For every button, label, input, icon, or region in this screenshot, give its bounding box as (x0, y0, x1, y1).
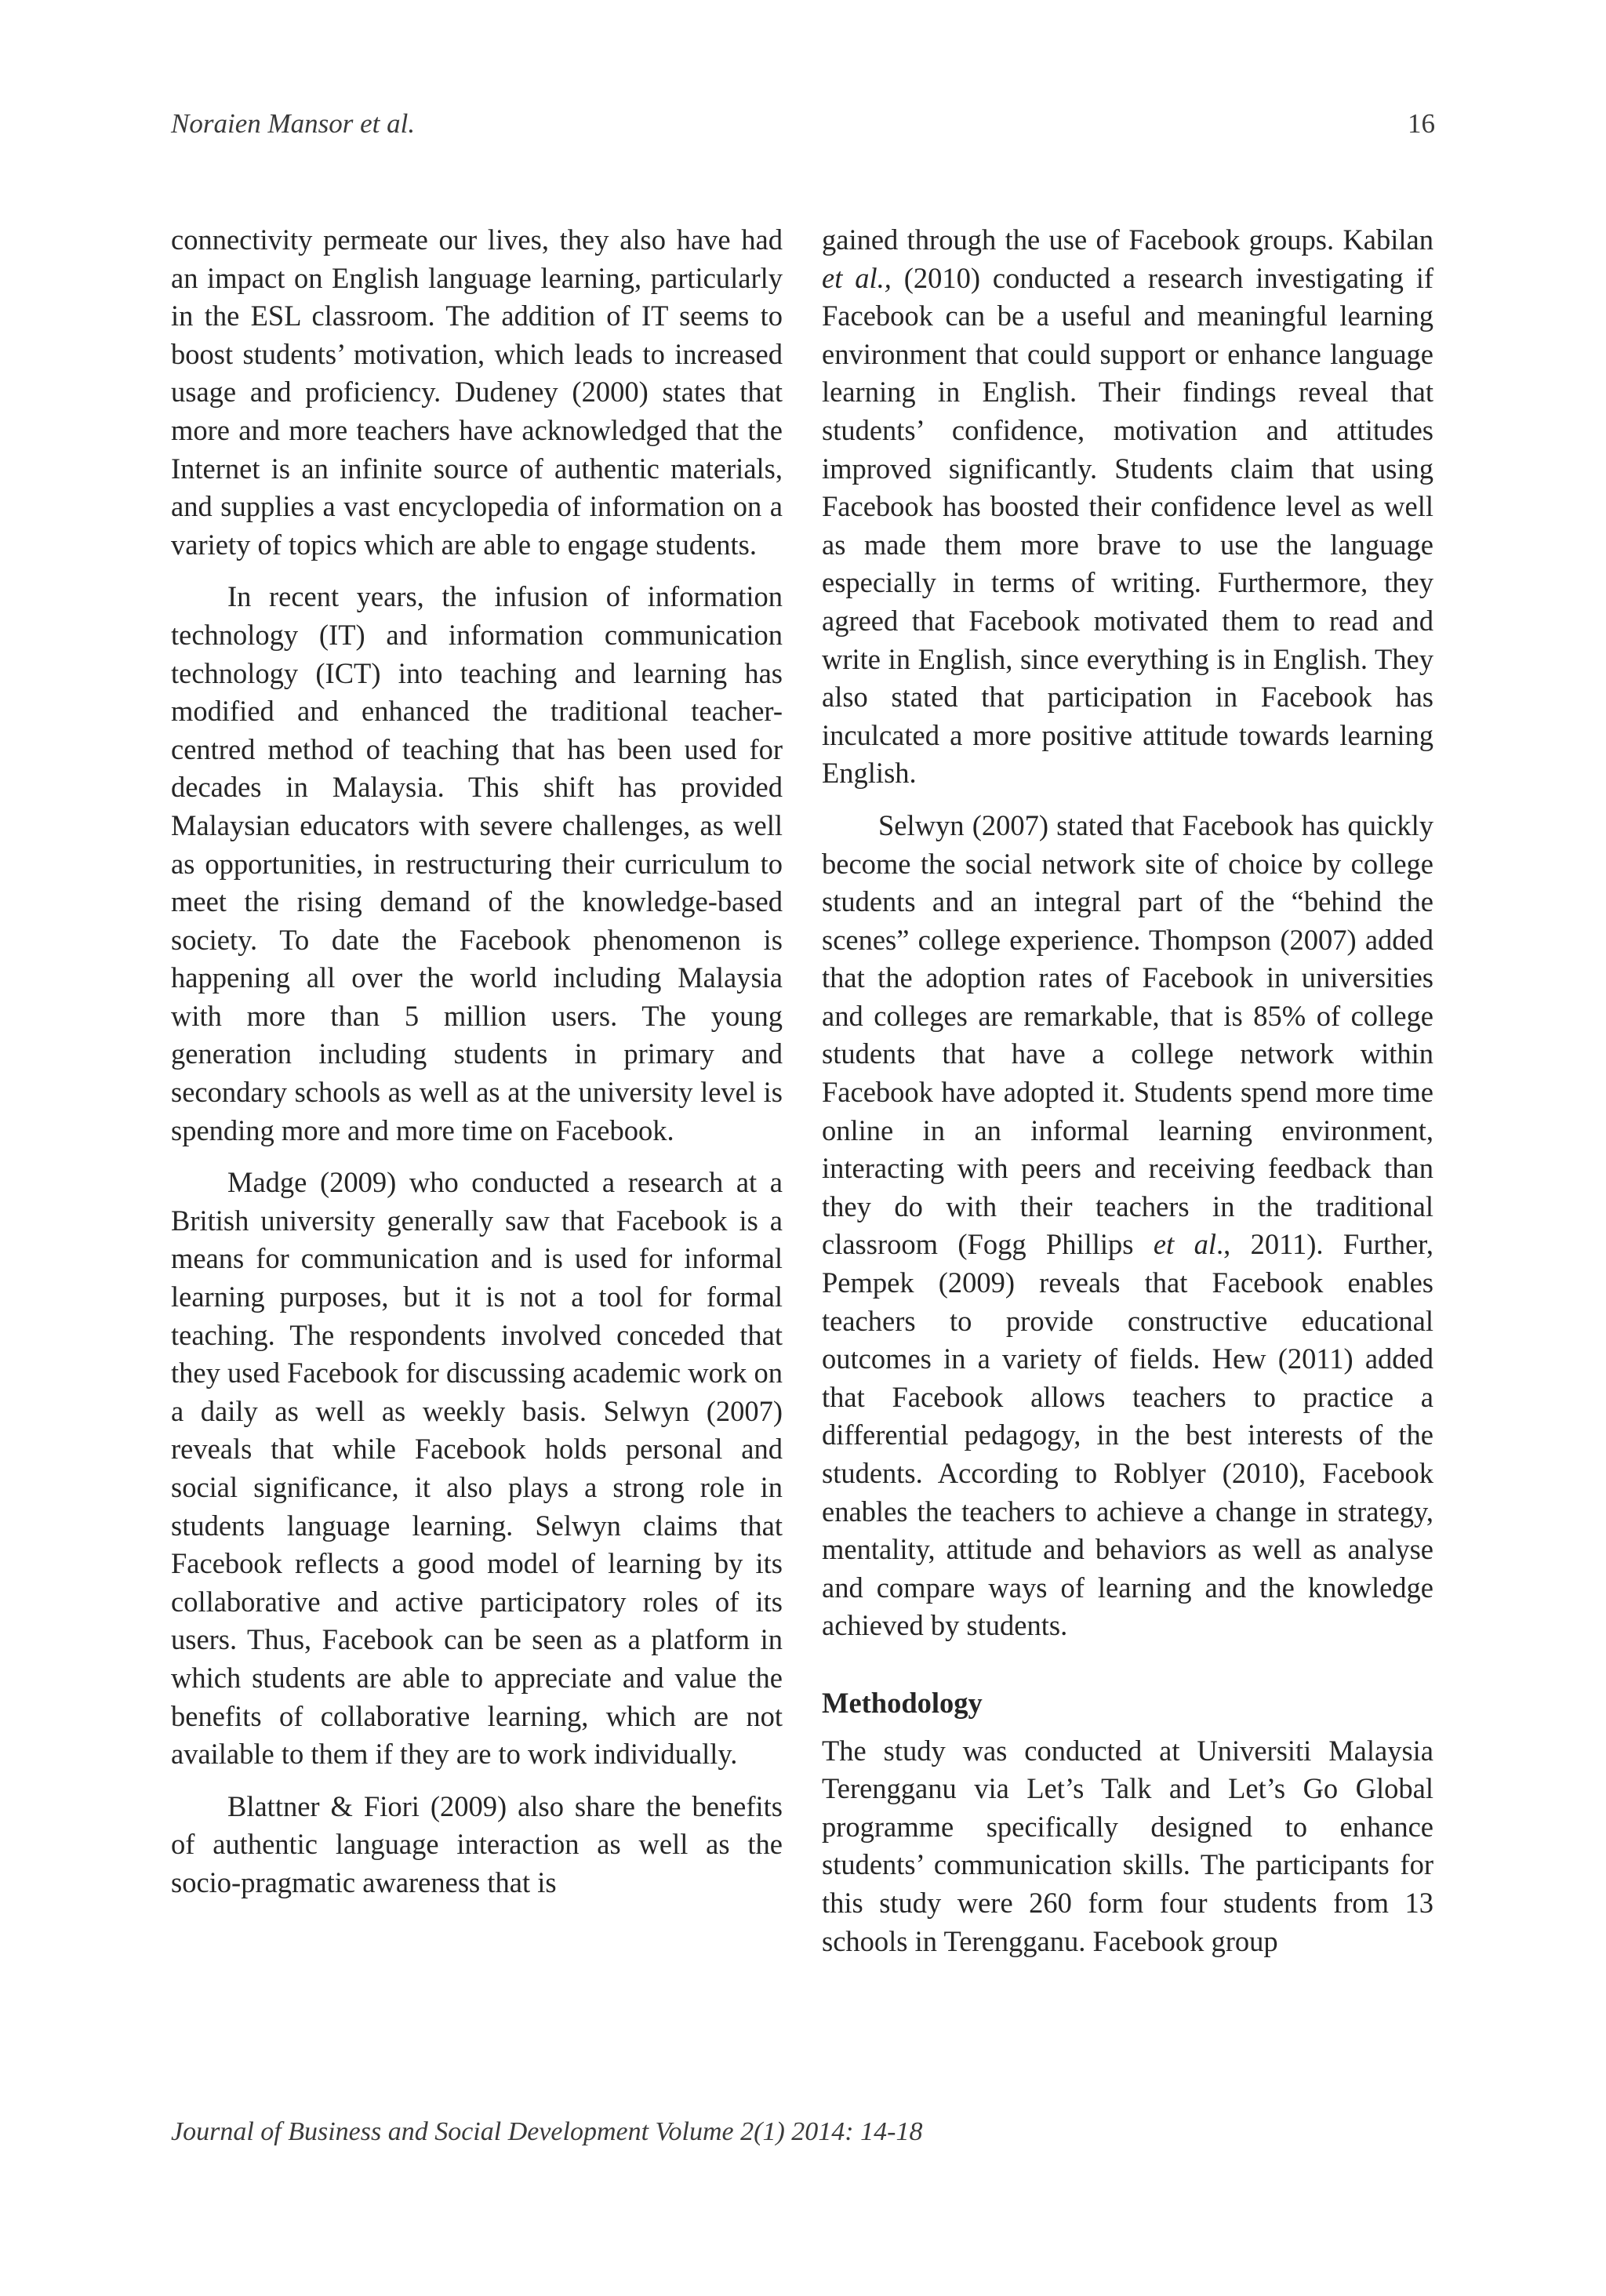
paragraph: In recent years, the infusion of information technology (IT) and information communication technology (ICT) into teaching and learning has modified and enhanced the traditional teacher-centred method of teaching that has been used for decades in Malaysia. This shift has provided Malaysian educators with severe challenges, as well as opportunities, in restructuring their curriculum to meet the rising demand of the knowledge-based society. To date the Facebook phenomenon is happening all over the world including Malaysia with more than 5 million users. The young generation including students in primary and secondary schools as well as at the university level is spending more and more time on Facebook. (171, 580, 783, 1146)
left-column (171, 221, 783, 1916)
paragraph: The study was conducted at Universiti Malaysia Terengganu via Let’s Talk and Let’s Go Global programme specifically designed to enhance students’ communication skills. The participants for this study were 260 form four students from 13 schools in Terengganu. Facebook group (822, 1734, 1433, 1957)
section-heading-methodology: Methodology (822, 1686, 983, 1719)
paragraph: Madge (2009) who conducted a research at a British university generally saw that Facebook is a means for communication and is used for informal learning purposes, but it is not a tool for formal teaching. The respondents involved conceded that they used Facebook for discussing academic work on a daily as well as weekly basis. Selwyn (2007) reveals that while Facebook holds personal and social significance, it also plays a strong role in students language learning. Selwyn claims that Facebook reflects a good model of learning by its collaborative and active participatory roles of its users. Thus, Facebook can be seen as a platform in which students are able to appreciate and value the benefits of collaborative learning, which are not available to them if they are to work individually. (171, 1166, 783, 1771)
paragraph (822, 221, 1433, 793)
paragraph: Blattner & Fiori (2009) also share the benefits of authentic language interaction as well as the socio-pragmatic awareness that is (171, 1789, 783, 1898)
text-run: Selwyn (2007) stated that Facebook has quickly become the social network site of choice by college students and an integral part of the “behind the scenes” college experience. Thompson (2007) added that the adoption rates of Facebook in universities and colleges are remarkable, that is 85% of college students that have a college network within Facebook have adopted it. Students spend more time online in an informal learning environment, interacting with peers and receiving feedback than they do with their teachers in the traditional classroom (Fogg Phillips (822, 808, 1433, 1261)
text-run: gained through the use of Facebook groups. Kabilan (822, 223, 1433, 256)
italic-citation: et al (1153, 1228, 1216, 1261)
text-run: (2010) conducted a research investigating if Facebook can be a useful and meaningful learning environment that could support or enhance language learning in English. Their findings reveal that students’ confidence, motivation and attitudes improved significantly. Students claim that using Facebook has boosted their confidence level as well as made them more brave to use the language especially in terms of writing. Furthermore, they agreed that Facebook motivated them to read and write in English, since everything is in English. They also stated that participation in Facebook has inculcated a more positive attitude towards learning English. (822, 261, 1433, 790)
paragraph (822, 807, 1433, 1645)
right-column (822, 221, 1433, 1974)
running-head-authors: Noraien Mansor et al. (171, 108, 416, 139)
text-run: ., 2011). Further, Pempek (2009) reveals that Facebook enables teachers to provide constructive educational outcomes in a variety of fields. Hew (2011) added that Facebook allows teachers to practice a differential pedagogy, in the best interests of the students. According to Roblyer (2010), Facebook enables the teachers to achieve a change in strategy, mentality, attitude and behaviors as well as analyse and compare ways of learning and the knowledge achieved by students. (822, 1228, 1434, 1642)
paragraph: connectivity permeate our lives, they also have had an impact on English language learning, particularly in the ESL classroom. The addition of IT seems to boost students’ motivation, which leads to increased usage and proficiency. Dudeney (2000) states that more and more teachers have acknowledged that the Internet is an infinite source of authentic materials, and supplies a vast encyclopedia of information on a variety of topics which are able to engage students. (171, 223, 783, 561)
italic-citation: et al., (822, 261, 892, 294)
journal-footer: Journal of Business and Social Development Volume 2(1) 2014: 14-18 (171, 2117, 923, 2146)
page-number: 16 (1408, 108, 1435, 139)
